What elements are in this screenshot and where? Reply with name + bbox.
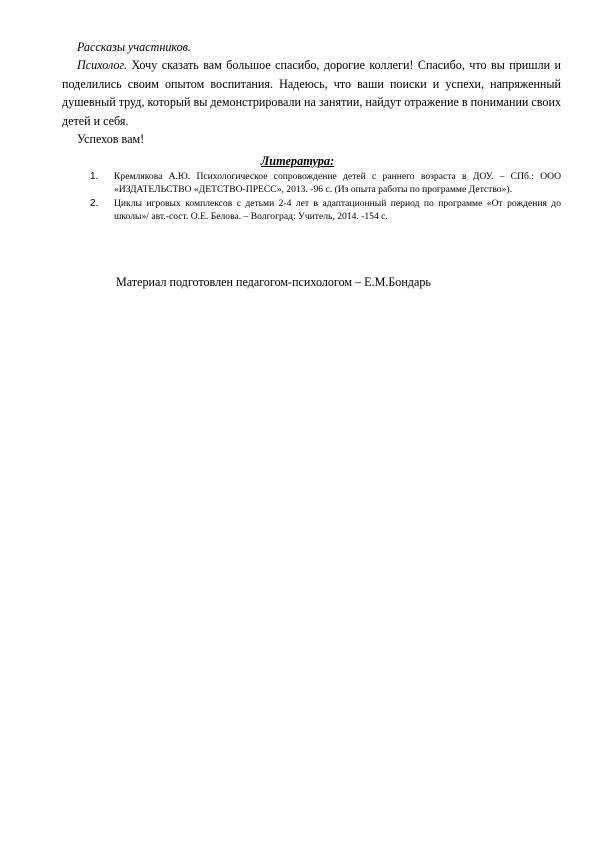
literature-item-number: 1.: [90, 171, 99, 182]
section-heading: Рассказы участников.: [77, 40, 191, 54]
literature-heading: Литература:: [260, 154, 335, 168]
prepared-by-note: Материал подготовлен педагогом-психологом – Е.М.Бондарь: [116, 275, 431, 289]
literature-item: [90, 197, 561, 224]
literature-item-text: Кремлякова А.Ю. Психологическое сопровождение детей с раннего возраста в ДОУ. – СПб.: ООО «ИЗДАТЕЛЬСТВО «ДЕТСТВО-ПРЕСС», 2013. -96 с. (Из опыта работы по программе Детство»).: [114, 171, 561, 196]
main-text-block: [62, 38, 561, 148]
speech-text: Хочу сказать вам большое спасибо, дорогие коллеги! Спасибо, что вы пришли и поделились своим опытом воспитания. Надеюсь, что ваши поиски и успехи, напряженный душевный труд, который вы демонстрировали на занятии, найдут отражение в понимании своих детей и себя.: [62, 58, 561, 128]
literature-item: [90, 170, 561, 197]
literature-item-number: 2.: [90, 197, 99, 209]
literature-item-text: Циклы игровых комплексов с детьми 2-4 лет в адаптационный период по программе «От рождения до школы»/ авт.-сост. О.Е. Белова. – Волгоград: Учитель, 2014. -154 с.: [114, 197, 561, 223]
closing-wish: Успехов вам!: [77, 132, 145, 147]
psychologist-speech: [62, 56, 561, 130]
literature-list: [90, 170, 561, 224]
speaker-label: Психолог.: [77, 58, 128, 73]
